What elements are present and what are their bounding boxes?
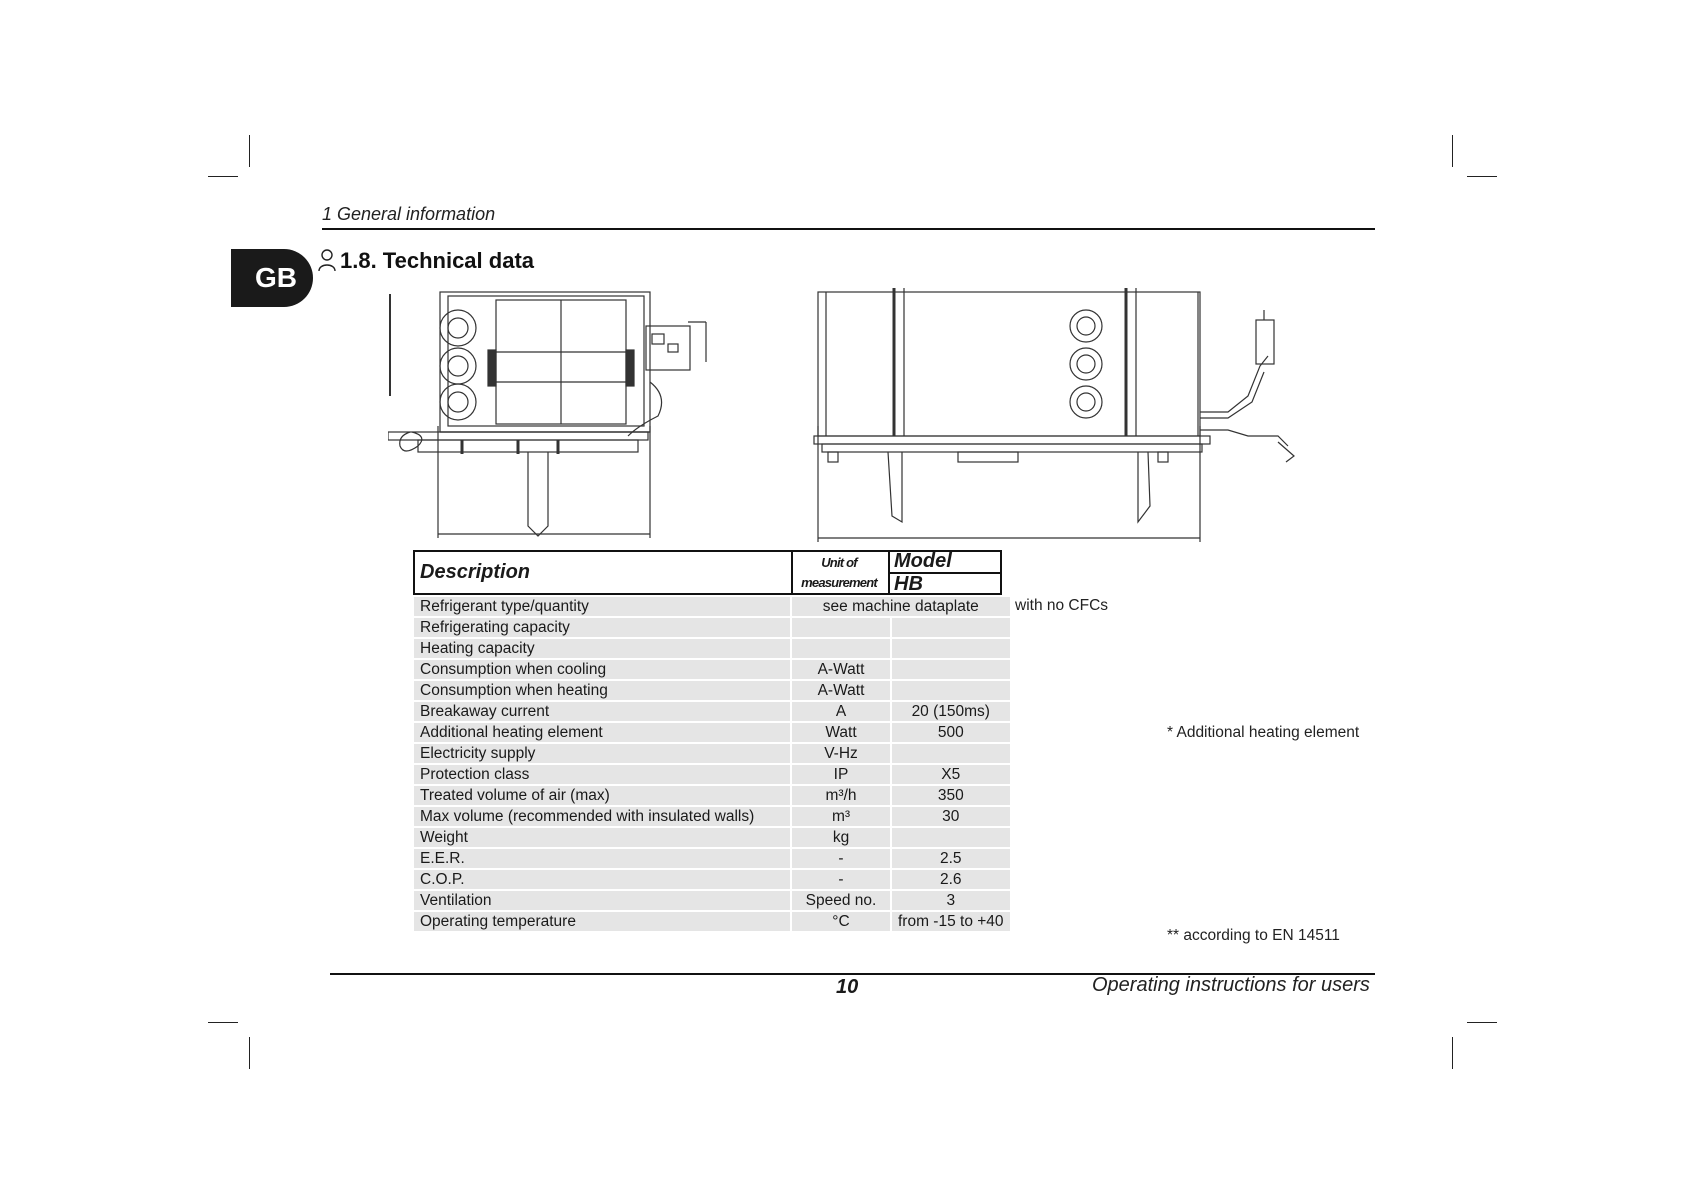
row-unit [791,617,891,638]
section-heading [318,248,534,274]
row-unit: V-Hz [791,743,891,764]
note-heating-element: * Additional heating element [1167,724,1360,741]
row-label: Treated volume of air (max) [414,785,791,806]
row-unit: Watt [791,722,891,743]
header-rule [322,228,1375,230]
row-value [891,680,1010,701]
section-title: 1.8. Technical data [340,248,535,273]
table-row [414,848,1010,869]
row-value [891,638,1010,659]
column-header-model-value: HB [894,573,923,595]
chapter-heading: 1 General information [322,204,496,224]
row-value: 500 [891,722,1010,743]
language-tab: GB [231,249,313,307]
crop-mark [208,176,238,177]
row-unit: kg [791,827,891,848]
row-label: Ventilation [414,890,791,911]
table-row [414,743,1010,764]
row-label: Refrigerating capacity [414,617,791,638]
row-unit: - [791,869,891,890]
row-value: see machine dataplate [791,597,1010,617]
row-unit: A-Watt [791,680,891,701]
row-unit: IP [791,764,891,785]
row-label: E.E.R. [414,848,791,869]
row-label: Max volume (recommended with insulated walls) [414,806,791,827]
row-unit [791,638,891,659]
table-row [414,680,1010,701]
row-label: Protection class [414,764,791,785]
row-value: 3 [891,890,1010,911]
note-standard: ** according to EN 14511 [1167,927,1340,944]
row-label: Electricity supply [414,743,791,764]
table-row [414,597,1010,617]
row-unit: m³/h [791,785,891,806]
row-label: Refrigerant type/quantity [414,597,791,617]
row-value: 30 [891,806,1010,827]
row-value: 350 [891,785,1010,806]
table-row [414,764,1010,785]
page-number: 10 [836,976,859,998]
row-value [891,743,1010,764]
row-label: Weight [414,827,791,848]
row-value: 2.5 [891,848,1010,869]
table-row [414,722,1010,743]
row-value [891,827,1010,848]
footer-title: Operating instructions for users [1092,974,1370,996]
crop-mark [208,1022,238,1023]
crop-mark [1452,1037,1453,1069]
row-label: Consumption when cooling [414,659,791,680]
table-row [414,911,1010,932]
row-unit: Speed no. [791,890,891,911]
row-value: 20 (150ms) [891,701,1010,722]
table-row [414,869,1010,890]
row-value [891,659,1010,680]
column-header-model: Model [894,550,952,572]
unit-front-view-drawing [808,286,1328,554]
unit-side-view-drawing [388,286,718,548]
crop-mark [1467,176,1497,177]
column-header-description: Description [420,561,531,583]
row-unit: m³ [791,806,891,827]
row-label: Breakaway current [414,701,791,722]
row-value: X5 [891,764,1010,785]
table-row [414,617,1010,638]
row-unit: A [791,701,891,722]
row-label: Additional heating element [414,722,791,743]
technical-data-table [414,597,1010,933]
row-label: C.O.P. [414,869,791,890]
column-header-unit: Unit of measurement [801,555,877,590]
row-value: 2.6 [891,869,1010,890]
table-row [414,659,1010,680]
crop-mark [249,135,250,167]
table-row [414,890,1010,911]
user-icon [318,249,336,273]
row-value: from -15 to +40 [891,911,1010,932]
table-row [414,638,1010,659]
table-row [414,806,1010,827]
row-unit: A-Watt [791,659,891,680]
row-label: Operating temperature [414,911,791,932]
row-label: Consumption when heating [414,680,791,701]
crop-mark [1452,135,1453,167]
row-label: Heating capacity [414,638,791,659]
row-value [891,617,1010,638]
crop-mark [1467,1022,1497,1023]
table-row [414,827,1010,848]
table-row [414,785,1010,806]
row-unit: °C [791,911,891,932]
crop-mark [249,1037,250,1069]
row-unit: - [791,848,891,869]
note-cfc: with no CFCs [1015,597,1109,614]
table-row [414,701,1010,722]
